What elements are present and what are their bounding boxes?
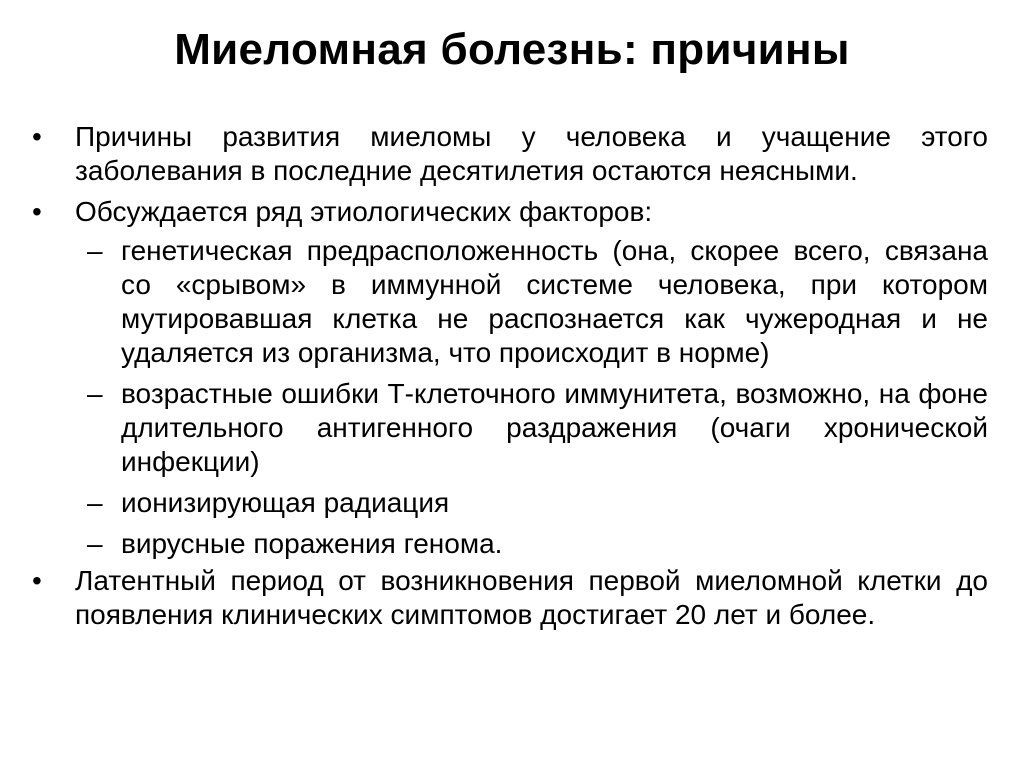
bullet-text: Причины развития миеломы у человека и учащение этого заболевания в последние десятилетия остаются неясными. [75, 121, 988, 186]
bullet-marker: • [32, 121, 42, 152]
sub-item-text: генетическая предрасположенность (она, скорее всего, связана со «срывом» в иммунной системе человека, при котором мутировавшая клетка не распознается как чужеродная и не удаляется из организма, что происходит в норме) [121, 235, 988, 368]
bullet-text: Латентный период от возникновения первой миеломной клетки до появления клинических симптомов достигает 20 лет и более. [75, 565, 988, 630]
sub-item-text: вирусные поражения генома. [121, 528, 503, 559]
dash-marker: – [87, 235, 103, 266]
dash-marker: – [87, 528, 103, 559]
bullet-marker: • [32, 196, 42, 227]
bullet-item [30, 195, 988, 229]
sub-item-text: ионизирующая радиация [121, 487, 450, 518]
bullet-item [30, 564, 988, 632]
dash-marker: – [87, 378, 103, 409]
sub-list [30, 234, 988, 561]
bullet-text: Обсуждается ряд этиологических факторов: [75, 196, 653, 227]
slide-title: Миеломная болезнь: причины [174, 25, 850, 74]
sub-item [30, 377, 988, 479]
slide-content [30, 120, 988, 632]
sub-item-text: возрастные ошибки Т-клеточного иммунитета, возможно, на фоне длительного антигенного раздражения (очаги хронической инфекции) [121, 378, 988, 477]
bullet-marker: • [32, 565, 42, 596]
dash-marker: – [87, 487, 103, 518]
sub-item [30, 486, 988, 520]
sub-item [30, 234, 988, 370]
bullet-item [30, 120, 988, 188]
sub-item [30, 527, 988, 561]
